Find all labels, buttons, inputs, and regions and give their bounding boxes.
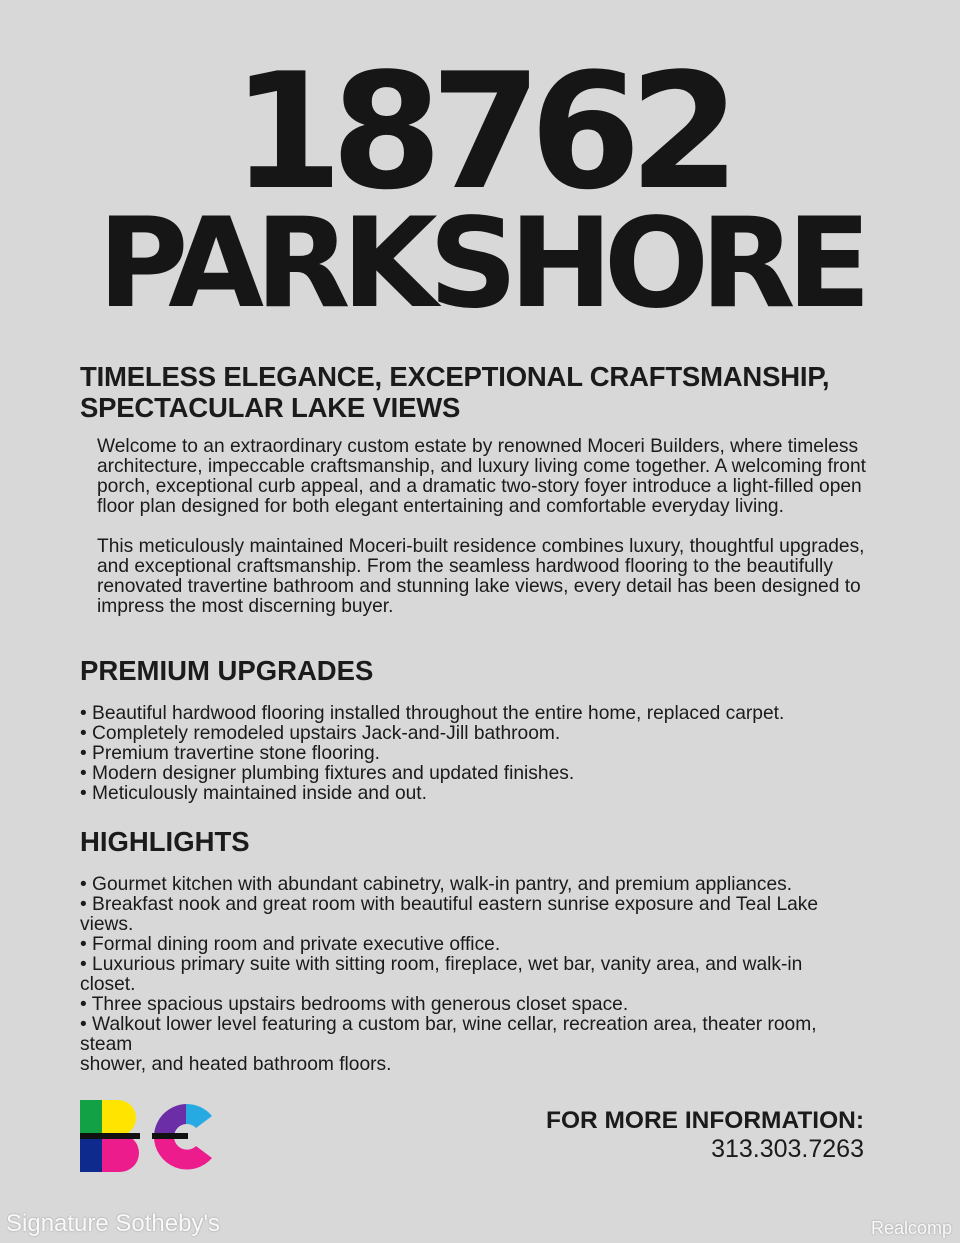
list-item: • Breakfast nook and great room with beautiful eastern sunrise exposure and Teal Lake views.: [80, 894, 819, 935]
intro-paragraph-2: This meticulously maintained Moceri-built residence combines luxury, thoughtful upgrades, and exceptional craftsmanship. From the seamless hardwood flooring to the beautifully renovated travertine bathroom and stunning lake views, every detail has been designed to impress the most discerning buyer.: [97, 536, 865, 617]
list-item: • Luxurious primary suite with sitting room, fireplace, wet bar, vanity area, and walk-in closet.: [80, 954, 803, 995]
logo-b-yellow-bowl: [102, 1100, 136, 1136]
list-item: • Formal dining room and private executive office.: [80, 934, 501, 955]
logo-c-magenta-arc: [154, 1136, 212, 1169]
tagline-line-2: SPECTACULAR LAKE VIEWS: [80, 392, 461, 423]
logo-b-stripe: [80, 1133, 140, 1139]
logo-c-purple-arc: [154, 1104, 186, 1136]
list-item: • Beautiful hardwood flooring installed throughout the entire home, replaced carpet.: [80, 703, 785, 724]
tagline: [80, 361, 910, 423]
list-item: shower, and heated bathroom floors.: [80, 1054, 392, 1075]
list-item: • Walkout lower level featuring a custom bar, wine cellar, recreation area, theater room, steam: [80, 1014, 817, 1055]
brokerage-watermark: Signature Sotheby's: [6, 1210, 221, 1237]
logo-c-stripe: [152, 1133, 188, 1139]
tagline-line-1: TIMELESS ELEGANCE, EXCEPTIONAL CRAFTSMANSHIP,: [80, 361, 830, 392]
list-item: • Premium travertine stone flooring.: [80, 743, 380, 764]
list-item: • Completely remodeled upstairs Jack-and-Jill bathroom.: [80, 723, 561, 744]
list-item: • Modern designer plumbing fixtures and updated finishes.: [80, 763, 575, 784]
highlights-heading: HIGHLIGHTS: [80, 826, 250, 857]
highlights-list: [80, 875, 860, 1075]
mls-watermark: Realcomp: [870, 1218, 952, 1238]
logo-b-green-block: [80, 1100, 102, 1138]
address-number: 18762: [231, 38, 729, 225]
logo-c-cyan-arc: [186, 1104, 212, 1128]
contact-phone: 313.303.7263: [711, 1135, 864, 1163]
street-name: PARKSHORE: [97, 192, 863, 336]
list-item: • Gourmet kitchen with abundant cabinetry, walk-in pantry, and premium appliances.: [80, 874, 793, 895]
premium-upgrades-heading: PREMIUM UPGRADES: [80, 655, 374, 686]
premium-upgrades-list: [80, 704, 860, 804]
bc-logo-icon: [80, 1100, 214, 1172]
bc-logo-graphic: [80, 1100, 214, 1172]
contact-label: FOR MORE INFORMATION:: [545, 1107, 864, 1134]
list-item: • Meticulously maintained inside and out.: [80, 783, 427, 804]
logo-b-magenta-bowl: [102, 1134, 139, 1172]
intro-text: [97, 437, 887, 637]
contact-info: [546, 1107, 864, 1163]
logo-b-navy-block: [80, 1138, 102, 1172]
list-item: • Three spacious upstairs bedrooms with generous closet space.: [80, 994, 629, 1015]
intro-paragraph-1: Welcome to an extraordinary custom estate by renowned Moceri Builders, where timeless architecture, impeccable craftsmanship, and luxury living come together. A welcoming front porch, exceptional curb appeal, and a dramatic two-story foyer introduce a light-filled open floor plan designed for both elegant entertaining and comfortable everyday living.: [97, 436, 866, 517]
